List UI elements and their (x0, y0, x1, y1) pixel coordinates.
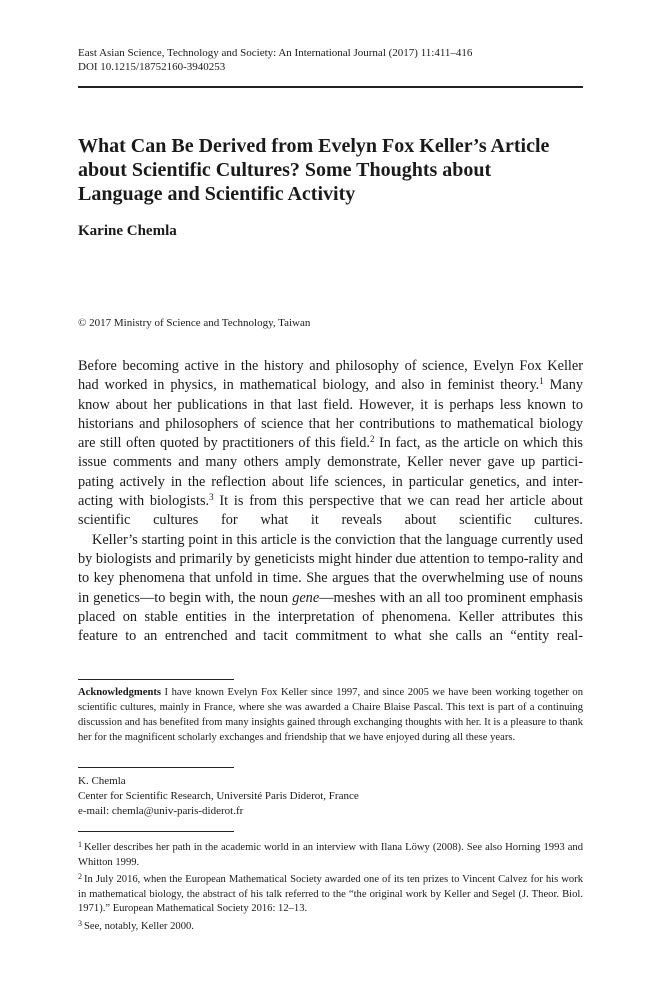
footnote-number: 1 (78, 840, 82, 849)
acknowledgments: Acknowledgments I have known Evelyn Fox Keller since 1997, and since 2005 we have been working together on scientific cultures, mainly in France, where she was awarded a Chaire Blaise Pascal. This text is part of a continuing discussion and has benefited from many insights gained through exchanging thoughts with her. It is a pleasure to thank her for the magnificent scholarly exchanges and friendship that we have enjoyed during all these years. (78, 687, 583, 743)
author-address (78, 774, 359, 819)
paragraph-1: Before becoming active in the history and philosophy of science, Evelyn Fox Keller had worked in physics, in mathematical biology, and also in feminist theory.$^1$ Many know about her publications in that last field. However, it is perhaps less known to historians and philosophers of science that her contributions to mathematical biology are still often quoted by practitioners of this field.$^2$ In fact, as the article on which this issue comments and many others amply demonstrate, Keller never gave up partici-pating actively in the reflection about life sciences, in particular genetics, and inter-acting with biologists.$^3$ It is from this perspective that we can read her article about scientific cultures for what it reveals about scientific cultures. (78, 358, 584, 529)
acknowledgments-label: Acknowledgments (78, 687, 161, 698)
footnote-2: $^2$ In July 2016, when the European Mathematical Society awarded one of its ten prizes to Vincent Calvez for his work in mathematical biology, the abstract of his talk referred to the “the original work by Keller and Segel (J. Theor. Biol. 1971).” European Mathematical Society 2016: 12–13. (78, 872, 583, 915)
footnote-number: 3 (78, 918, 82, 928)
copyright-notice: © 2017 Ministry of Science and Technology, Taiwan (78, 317, 311, 329)
footnotes-separator (78, 831, 234, 832)
journal-citation: East Asian Science, Technology and Society: An International Journal (2017) 11:411–416 (78, 47, 473, 59)
address-name: K. Chemla (78, 775, 126, 787)
title-line-3: Language and Scientific Activity (78, 183, 356, 205)
header-rule (78, 86, 583, 88)
footnote-ref-1[interactable]: 1 (539, 376, 544, 387)
journal-header (78, 46, 583, 74)
title-line-1: What Can Be Derived from Evelyn Fox Keller’s Article (78, 135, 550, 157)
footnote-3: $^3$ See, notably, Keller 2000. (78, 918, 194, 932)
paragraph-2: Keller’s starting point in this article is the conviction that the language currently used by biologists and primarily by geneticists might hinder due attention to tempo-rality and to key phenomena that unfold in time. She argues that the overwhelming use of nouns in genetics—to begin with, the noun gene—meshes with an all too prominent emphasis placed on stable entities in the interpretation of phenomena. Keller attributes this feature to an entrenched and tacit commitment to what she calls an “entity real- (78, 531, 584, 645)
footnote-1: $^1$ Keller describes her path in the academic world in an interview with Ilana Löwy (2008). See also Horning 1993 and Whitton 1999. (78, 840, 583, 868)
address-email[interactable]: e-mail: chemla@univ-paris-diderot.fr (78, 805, 244, 817)
author-name: Karine Chemla (78, 223, 177, 239)
footnote-separator (78, 679, 234, 680)
footnote-ref-3[interactable]: 3 (209, 492, 214, 503)
title-line-2: about Scientific Cultures? Some Thoughts about (78, 159, 492, 181)
doi: DOI 10.1215/18752160-3940253 (78, 61, 226, 73)
article-title (78, 134, 583, 206)
emphasis-gene: gene (292, 589, 320, 606)
address-separator (78, 767, 234, 768)
body-text (78, 357, 583, 646)
footnote-number: 2 (78, 872, 82, 882)
footnote-ref-2[interactable]: 2 (369, 434, 375, 445)
address-affiliation: Center for Scientific Research, Université Paris Diderot, France (78, 790, 359, 802)
footnotes (78, 838, 583, 935)
